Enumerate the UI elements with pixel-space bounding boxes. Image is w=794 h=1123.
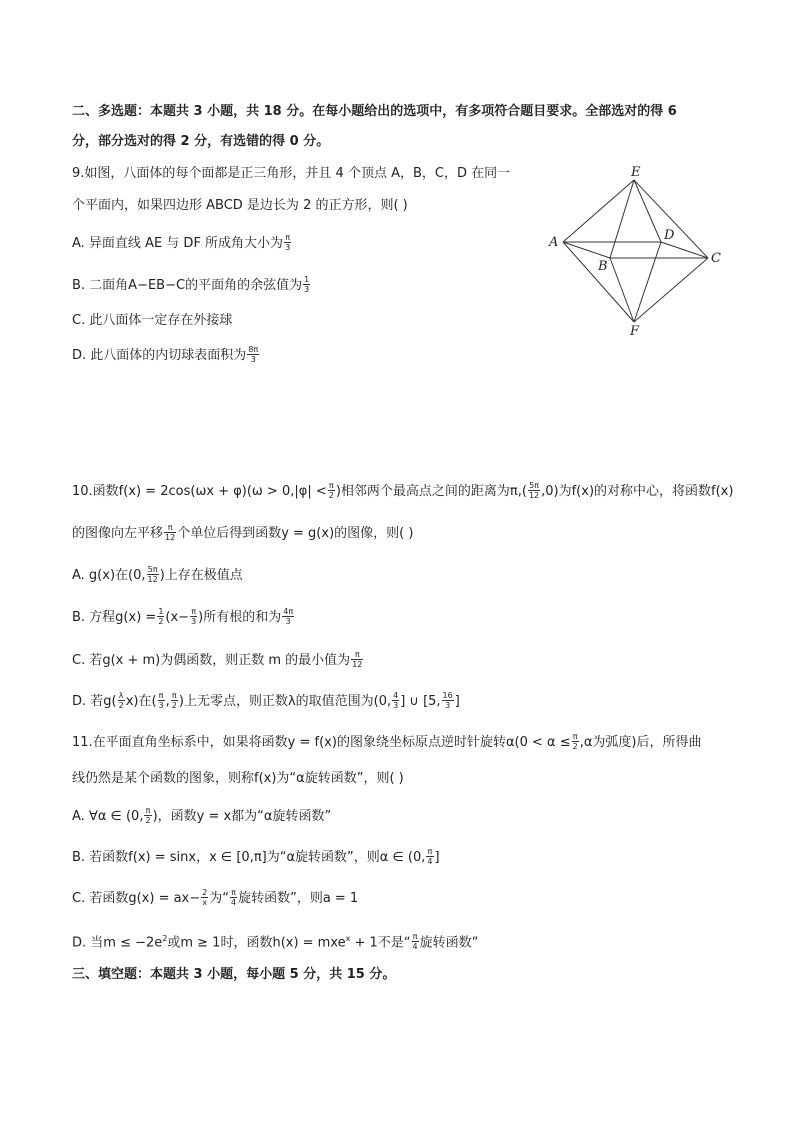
q9-b-fraction: $\frac{1}{3}$ xyxy=(304,275,310,294)
q10-option-b: B. 方程g(x) = $\frac{1}{2}$ (x− $\frac{\pi}{3}$ )所有根的和为 $\frac{4\pi}{3}$ xyxy=(72,607,294,626)
q9-option-a: A. 异面直线 AE 与 DF 所成角大小为 $\frac{\pi}{3}$ xyxy=(72,233,291,252)
edge-BF xyxy=(610,258,634,322)
q9-a-fraction: $\frac{\pi}{3}$ xyxy=(285,233,291,252)
q9-option-d: D. 此八面体的内切球表面积为 $\frac{8\pi}{3}$ xyxy=(72,345,259,364)
q9-stem-line2: 个平面内，如果四边形 ABCD 是边长为 2 的正方形，则( ) xyxy=(72,198,408,213)
section-multi-choice-header-line1: 二、多选题：本题共 3 小题，共 18 分。在每小题给出的选项中，有多项符合题目要求。全部选对的得 6 xyxy=(72,104,677,119)
q10-option-c: C. 若g(x + m)为偶函数，则正数 m 的最小值为 $\frac{\pi}{12}$ xyxy=(72,650,363,669)
edge-ED xyxy=(634,180,661,242)
section-multi-choice-header-line2: 分，部分选对的得 2 分，有选错的得 0 分。 xyxy=(72,134,330,149)
q9-option-b: B. 二面角A−EB−C的平面角的余弦值为 $\frac{1}{3}$ xyxy=(72,275,310,294)
edge-EC xyxy=(634,180,708,258)
vertex-label-C: C xyxy=(711,251,721,266)
q11-option-b: B. 若函数f(x) = sinx，x ∈ [0,π]为“α旋转函数”，则α ∈ (0, $\frac{\pi}{4}$ ] xyxy=(72,847,440,866)
q10-stem-line1: 10.函数f(x) = 2cos(ωx + φ)(ω > 0,|φ| < $\frac{\pi}{2}$ )相邻两个最高点之间的距离为π,( $\frac{5\pi}{12}$ ,0)为f(x)的对称中心，将函数f(x) xyxy=(72,481,734,500)
q9-d-fraction: $\frac{8\pi}{3}$ xyxy=(248,345,259,364)
q9-option-c: C. 此八面体一定存在外接球 xyxy=(72,313,233,328)
q10-option-d: D. 若g( $\frac{\lambda}{2}$ x)在( $\frac{\pi}{3}$ , $\frac{\pi}{2}$ )上无零点，则正数λ的取值范围为(0, $\frac{4}{3}$ ] ∪ [5, $\frac{16}{3}$ ] xyxy=(72,691,460,710)
octahedron-diagram xyxy=(545,162,730,337)
q11-option-c: C. 若函数g(x) = ax− $\frac{2}{x}$ 为“ $\frac{\pi}{4}$ 旋转函数”，则a = 1 xyxy=(72,888,359,907)
q11-stem-line2: 线仍然是某个函数的图象，则称f(x)为“α旋转函数”，则( ) xyxy=(72,771,404,786)
vertex-label-E: E xyxy=(631,165,641,180)
vertex-label-D: D xyxy=(664,228,675,243)
q10-option-a: A. g(x)在(0, $\frac{5\pi}{12}$ )上存在极值点 xyxy=(72,565,243,584)
q11-option-a: A. ∀α ∈ (0, $\frac{\pi}{2}$ )，函数y = x都为“α旋转函数” xyxy=(72,806,332,825)
q11-stem-line1: 11.在平面直角坐标系中，如果将函数y = f(x)的图象绕坐标原点逆时针旋转α(0 < α ≤ $\frac{\pi}{2}$ ,α为弧度)后，所得曲 xyxy=(72,732,702,751)
edge-EA xyxy=(563,180,634,242)
vertex-label-B: B xyxy=(598,259,608,274)
section-fill-blank-header: 三、填空题：本题共 3 小题，每小题 5 分，共 15 分。 xyxy=(72,967,396,982)
q10-stem-line2: 的图像向左平移 $\frac{\pi}{12}$ 个单位后得到函数y = g(x)的图像，则( ) xyxy=(72,523,414,542)
vertex-label-F: F xyxy=(630,324,640,337)
vertex-label-A: A xyxy=(549,235,559,250)
edge-EB xyxy=(610,180,634,258)
q9-stem-line1: 9.如图，八面体的每个面都是正三角形，并且 4 个顶点 A，B，C，D 在同一 xyxy=(72,166,511,181)
q11-option-d: D. 当$m \le -2e^2$或m ≥ 1时，函数h(x) = mxe$^x$ + 1不是“ $\frac{\pi}{4}$ 旋转函数” xyxy=(72,932,479,952)
octahedron-figure xyxy=(545,162,730,337)
